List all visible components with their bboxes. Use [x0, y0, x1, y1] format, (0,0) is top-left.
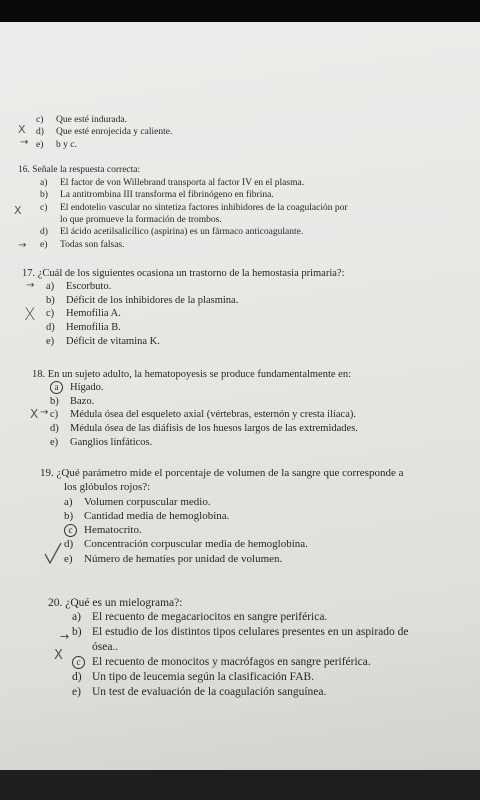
option: d) Hemofilia B.	[46, 322, 121, 334]
question-20	[48, 596, 409, 700]
option: e) b y c.	[36, 139, 77, 150]
option: a Hígado.	[50, 381, 358, 395]
option: a) Escorbuto.	[46, 281, 112, 293]
option: e) Un test de evaluación de la coagulación sanguínea.	[72, 686, 327, 699]
option: d) Médula ósea de las diáfisis de los huesos largos de las extremidades.	[50, 423, 358, 435]
cross-mark: X	[30, 407, 39, 421]
question-stem: 20. ¿Qué es un mielograma?:	[48, 597, 183, 609]
option: c) Médula ósea del esqueleto axial (vértebras, esternón y cresta ilíaca).	[50, 409, 356, 421]
option: d) Que esté enrojecida y caliente.	[36, 127, 173, 138]
question-stem: 17. ¿Cuál de los siguientes ocasiona un trastorno de la hemostasia primaria?:	[22, 268, 345, 279]
arrow-mark: →	[20, 137, 29, 148]
question-19	[40, 467, 403, 566]
question-stem: 19. ¿Qué parámetro mide el porcentaje de volumen de la sangre que corresponde a	[40, 467, 404, 479]
cross-mark: X	[18, 123, 26, 136]
option: d) Concentración corpuscular media de hemoglobina.	[64, 538, 308, 551]
option: e) Todas son falsas.	[40, 239, 125, 250]
arrow-mark: →	[40, 407, 49, 418]
exam-sheet	[0, 22, 480, 770]
question-17	[22, 267, 345, 348]
question-15-tail	[36, 114, 172, 151]
arrow-mark: →	[26, 280, 35, 291]
option-continuation: lo que promueve la formación de trombos.	[60, 214, 222, 225]
circled-answer: c	[64, 524, 77, 537]
option: c) Que esté indurada.	[36, 115, 127, 125]
option: b) La antitrombina III transforma el fibrinógeno en fibrina.	[40, 190, 274, 201]
option: b) El estudio de los distintos tipos celulares presentes en un aspirado de	[72, 626, 409, 639]
cross-mark: X	[54, 648, 63, 663]
question-18	[32, 368, 358, 449]
option: a) El factor de von Willebrand transporta al factor IV en el plasma.	[40, 177, 305, 188]
option: d) Un tipo de leucemia según la clasificación FAB.	[72, 671, 315, 684]
question-stem-continuation: los glóbulos rojos?:	[64, 480, 151, 493]
cross-mark: X	[14, 204, 22, 217]
option: a) El recuento de megacariocitos en sangre periférica.	[72, 611, 328, 624]
option: c) El endotelio vascular no sintetiza factores inhibidores de la coagulación por	[40, 202, 348, 213]
option: b) Bazo.	[50, 395, 95, 407]
question-16	[18, 165, 348, 251]
option: e) Ganglios linfáticos.	[50, 436, 153, 448]
arrow-mark: →	[60, 630, 70, 643]
arrow-mark: →	[18, 240, 27, 251]
option: d) El ácido acetilsalicílico (aspirina) es un fármaco anticoagulante.	[40, 227, 304, 238]
circled-answer: a	[50, 381, 63, 394]
option: b) Cantidad media de hemoglobina.	[64, 509, 230, 522]
option: e) Déficit de vitamina K.	[46, 335, 160, 347]
status-bar	[0, 0, 480, 22]
option: a) Volumen corpuscular medio.	[64, 495, 211, 508]
question-stem: 16. Señale la respuesta correcta:	[18, 165, 141, 175]
cross-mark: X	[24, 305, 36, 325]
option: c) Hemofilia A.	[46, 308, 121, 320]
checkmark-icon	[44, 542, 62, 564]
option-continuation: ósea..	[92, 641, 119, 654]
option: e) Número de hematíes por unidad de volumen.	[64, 552, 283, 565]
question-stem: 18. En un sujeto adulto, la hematopoyesis se produce fundamentalmente en:	[32, 369, 351, 380]
circled-answer: c	[72, 656, 85, 669]
option: b) Déficit de los inhibidores de la plasmina.	[46, 294, 239, 306]
option: c El recuento de monocitos y macrófagos en sangre periférica.	[72, 655, 409, 670]
navigation-bar	[0, 770, 480, 800]
option: c Hematocrito.	[64, 523, 403, 537]
